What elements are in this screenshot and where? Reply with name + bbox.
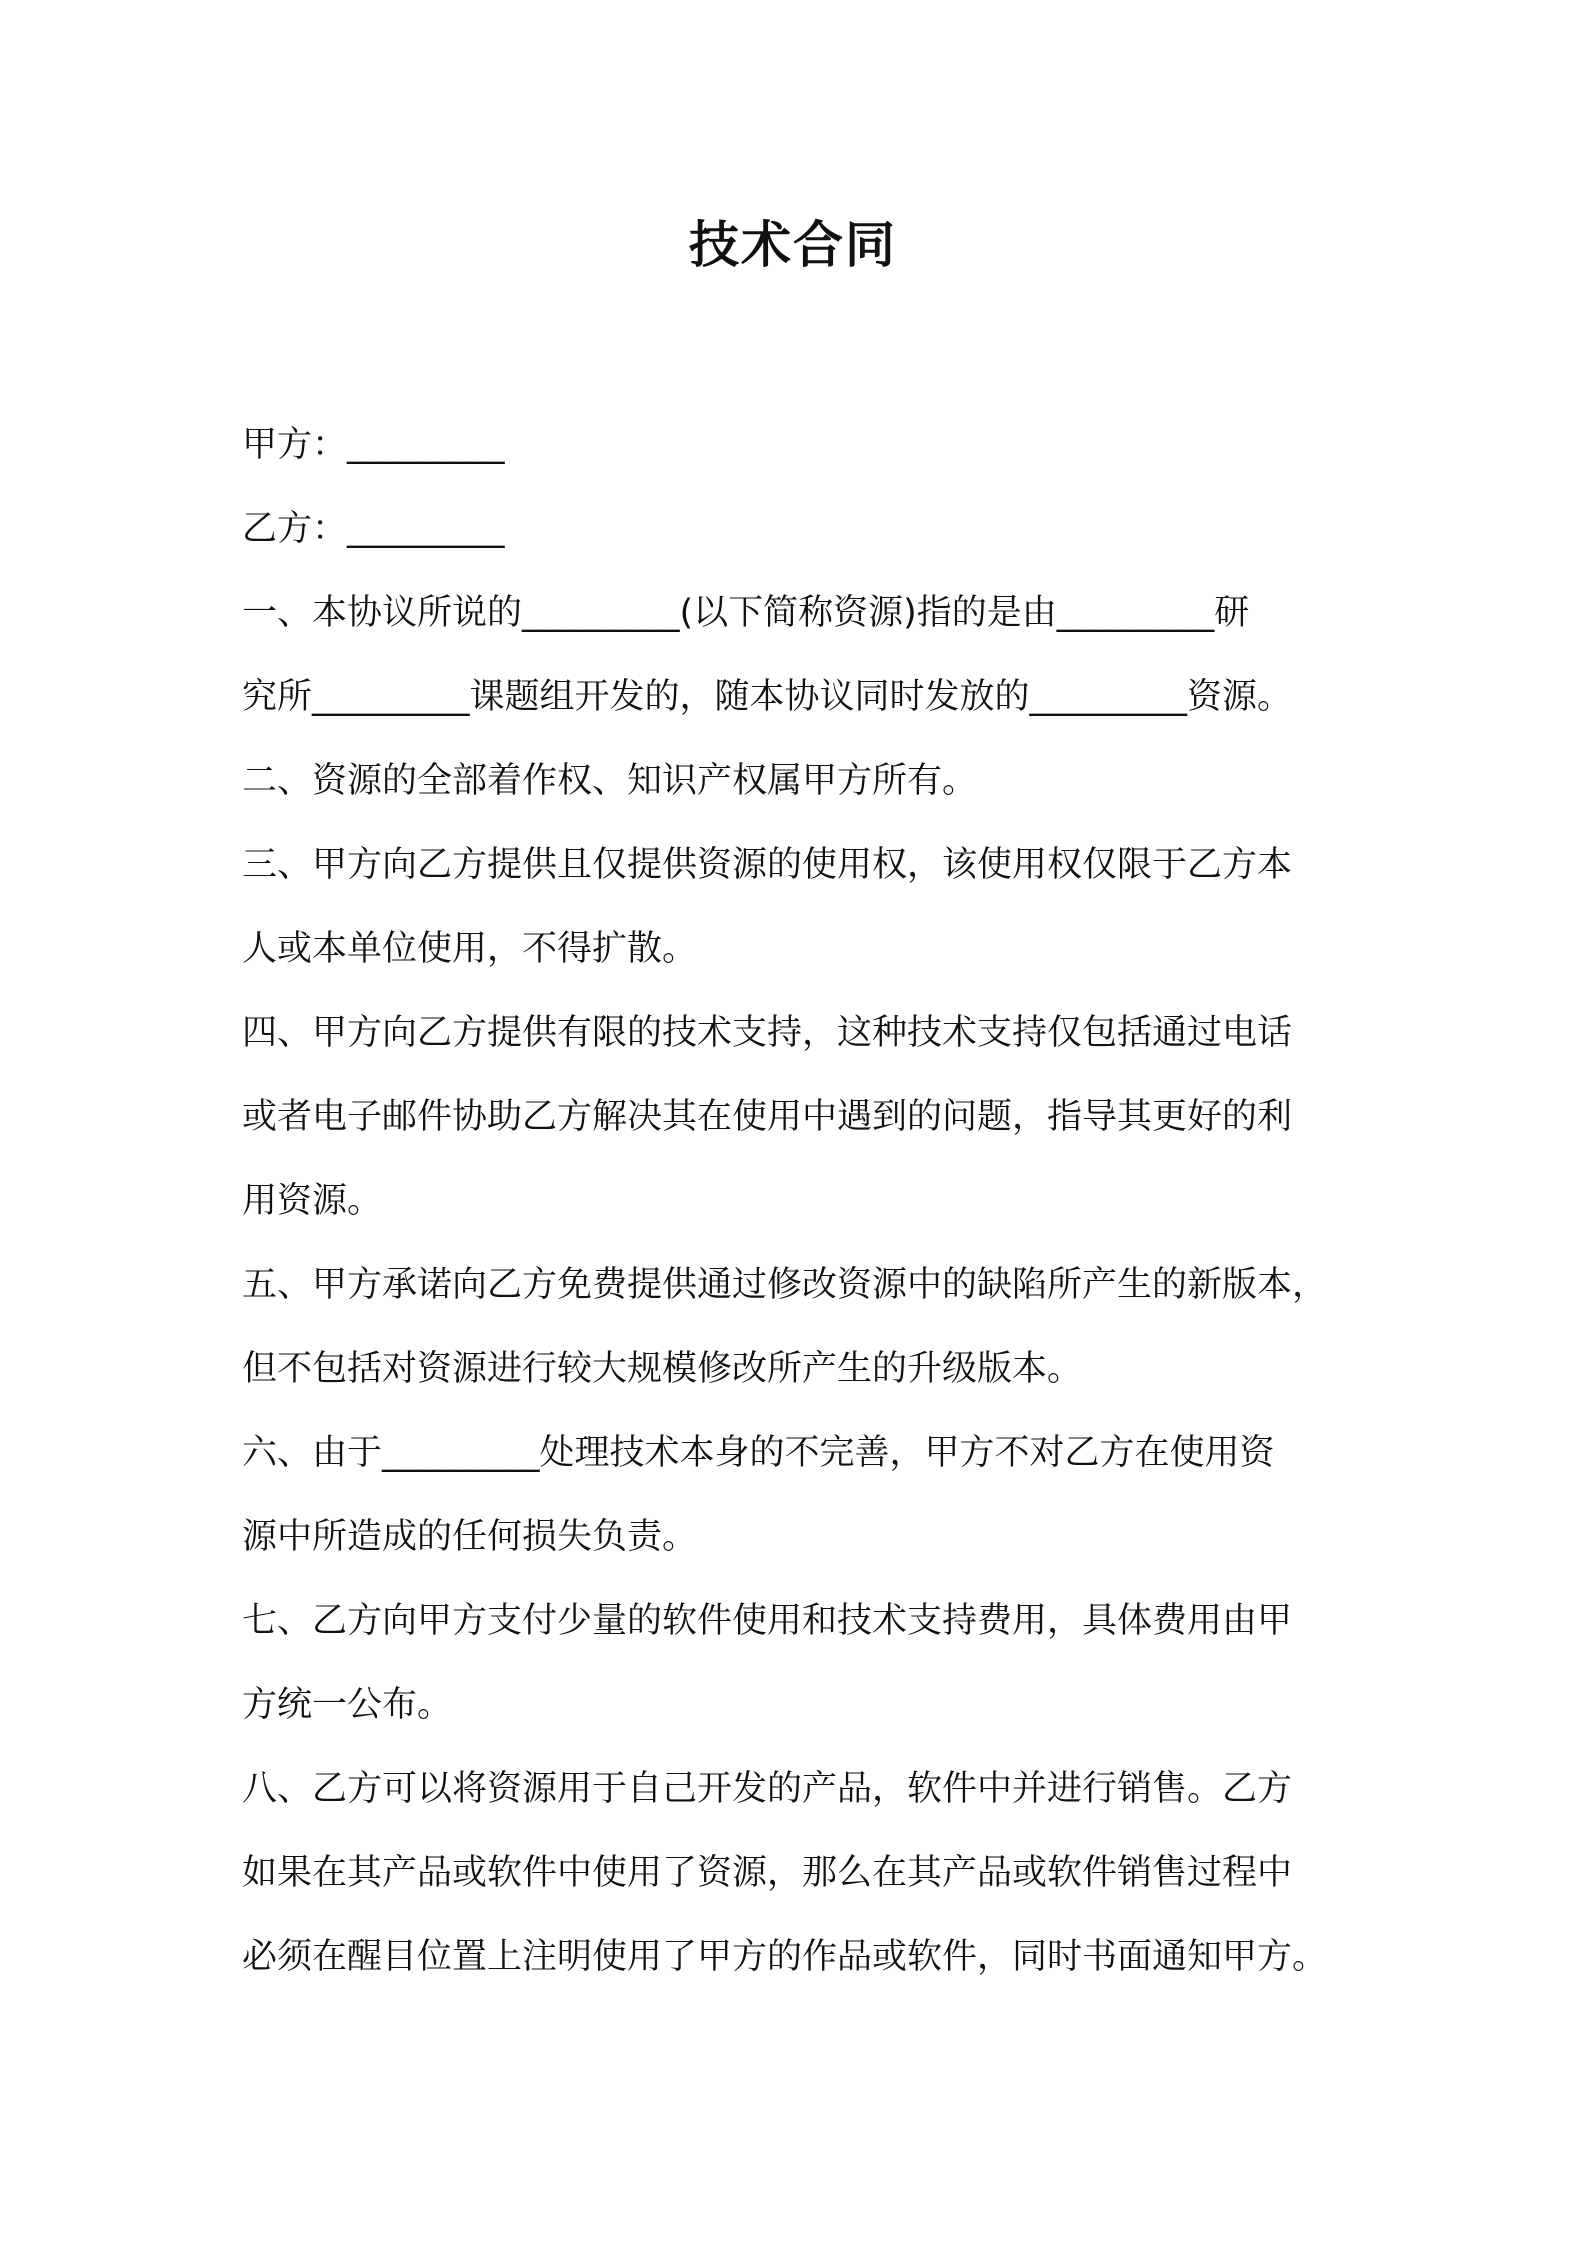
clause-6-line-1: 六、由于_________处理技术本身的不完善，甲方不对乙方在使用资 xyxy=(242,1433,1275,1473)
clause-5-line-1: 五、甲方承诺向乙方免费提供通过修改资源中的缺陷所产生的新版本， xyxy=(242,1265,1328,1305)
document-title: 技术合同 xyxy=(689,216,897,274)
party-b-line: 乙方：_________ xyxy=(242,509,505,549)
clause-4-line-3: 用资源。 xyxy=(242,1181,383,1221)
clause-8-line-2: 如果在其产品或软件中使用了资源，那么在其产品或软件销售过程中 xyxy=(242,1853,1293,1893)
clause-6-line-2: 源中所造成的任何损失负责。 xyxy=(242,1517,698,1557)
contract-body xyxy=(242,403,1372,1999)
clause-4-line-1: 四、甲方向乙方提供有限的技术支持，这种技术支持仅包括通过电话 xyxy=(242,1013,1293,1053)
clause-3-line-2: 人或本单位使用，不得扩散。 xyxy=(242,929,698,969)
clause-1-line-1: 一、本协议所说的_________(以下简称资源)指的是由_________研 xyxy=(242,593,1250,633)
clause-4-line-2: 或者电子邮件协助乙方解决其在使用中遇到的问题，指导其更好的利 xyxy=(242,1097,1293,1137)
clause-3-line-1: 三、甲方向乙方提供且仅提供资源的使用权，该使用权仅限于乙方本 xyxy=(242,845,1293,885)
clause-5-line-2: 但不包括对资源进行较大规模修改所产生的升级版本。 xyxy=(242,1349,1083,1389)
clause-8-line-3: 必须在醒目位置上注明使用了甲方的作品或软件，同时书面通知甲方。 xyxy=(242,1937,1328,1977)
party-a-line: 甲方：_________ xyxy=(242,425,505,465)
clause-8-line-1: 八、乙方可以将资源用于自己开发的产品，软件中并进行销售。乙方 xyxy=(242,1769,1293,1809)
clause-1-line-2: 究所_________课题组开发的，随本协议同时发放的_________资源。 xyxy=(242,677,1293,717)
clause-2-line-1: 二、资源的全部着作权、知识产权属甲方所有。 xyxy=(242,761,978,801)
clause-7-line-1: 七、乙方向甲方支付少量的软件使用和技术支持费用，具体费用由甲 xyxy=(242,1601,1293,1641)
clause-7-line-2: 方统一公布。 xyxy=(242,1685,453,1725)
